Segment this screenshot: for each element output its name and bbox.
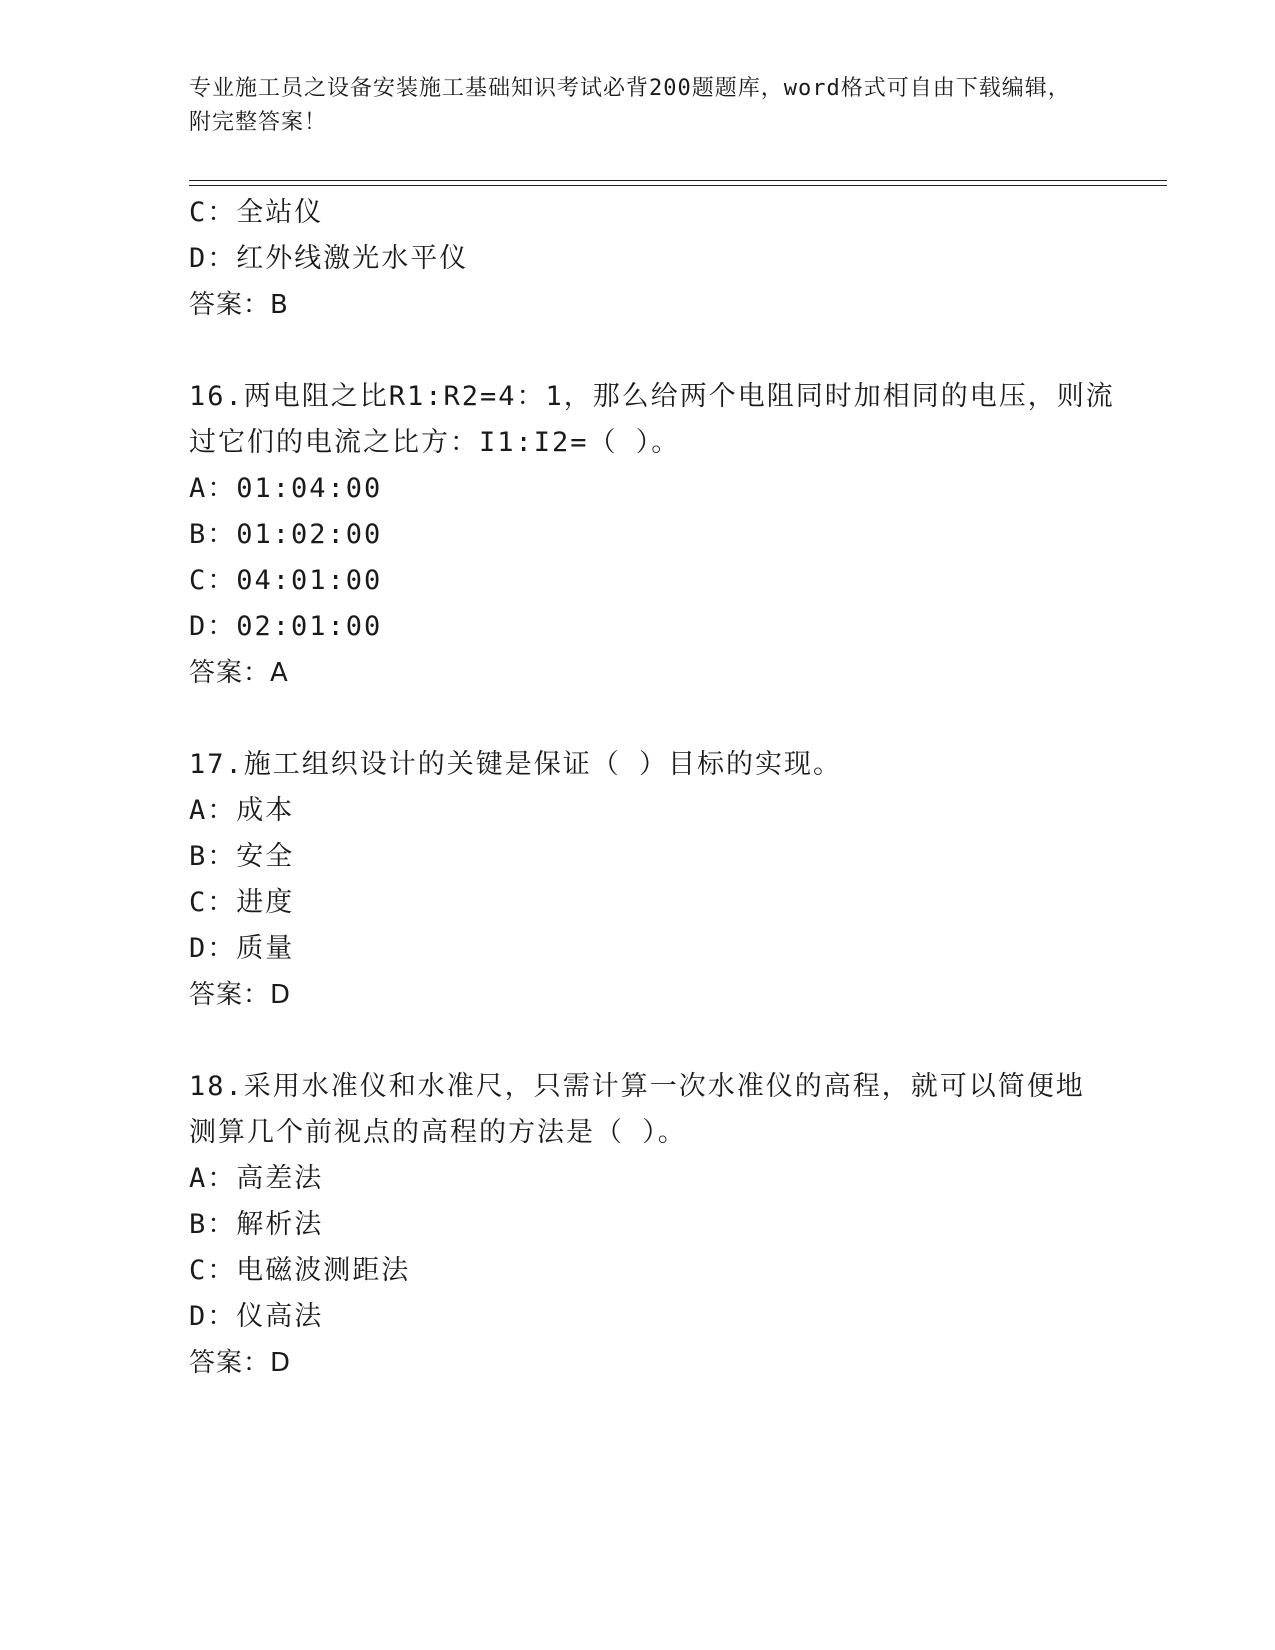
question-text: 16.两电阻之比R1:R2=4：1，那么给两个电阻同时加相同的电压，则流 — [189, 381, 1115, 412]
option-d: D：质量 — [189, 933, 295, 964]
option-a: A：高差法 — [189, 1163, 324, 1194]
option-d: D：红外线激光水平仪 — [189, 243, 469, 274]
answer-line: 答案：D — [189, 1348, 292, 1378]
option-c: C：进度 — [189, 887, 295, 918]
answer-line: 答案：D — [189, 980, 292, 1010]
option-c: C：04:01:00 — [189, 565, 383, 596]
question-text-continued: 测算几个前视点的高程的方法是（ ）。 — [189, 1117, 687, 1148]
option-d: D：仪高法 — [189, 1301, 324, 1332]
option-c: C：电磁波测距法 — [189, 1255, 411, 1286]
header-text: 专业施工员之设备安装施工基础知识考试必背200题题库，word格式可自由下载编辑，附完整答案！ — [189, 76, 1071, 135]
question-block — [189, 374, 1115, 696]
header-divider-bottom — [189, 185, 1167, 186]
spacer — [189, 1018, 1089, 1064]
spacer — [189, 696, 1089, 742]
question-text: 18.采用水准仪和水准尺，只需计算一次水准仪的高程，就可以简便地 — [189, 1071, 1085, 1102]
question-text-continued: 过它们的电流之比方：I1:I2=（ ）。 — [189, 427, 681, 458]
question-text: 17.施工组织设计的关键是保证（ ）目标的实现。 — [189, 749, 843, 780]
option-c: C：全站仪 — [189, 197, 324, 228]
question-block — [189, 1064, 1089, 1386]
option-d: D：02:01:00 — [189, 611, 383, 642]
header-divider-top — [189, 180, 1167, 181]
option-b: B：安全 — [189, 841, 295, 872]
spacer — [189, 328, 1089, 374]
option-b: B：解析法 — [189, 1209, 324, 1240]
option-a: A：01:04:00 — [189, 473, 383, 504]
option-b: B：01:02:00 — [189, 519, 383, 550]
question-list — [189, 190, 1115, 1386]
answer-line: 答案：A — [189, 658, 289, 688]
document-header — [189, 72, 1089, 140]
question-block-partial — [189, 190, 1089, 328]
answer-line: 答案：B — [189, 290, 289, 320]
option-a: A：成本 — [189, 795, 295, 826]
question-block — [189, 742, 1089, 1018]
